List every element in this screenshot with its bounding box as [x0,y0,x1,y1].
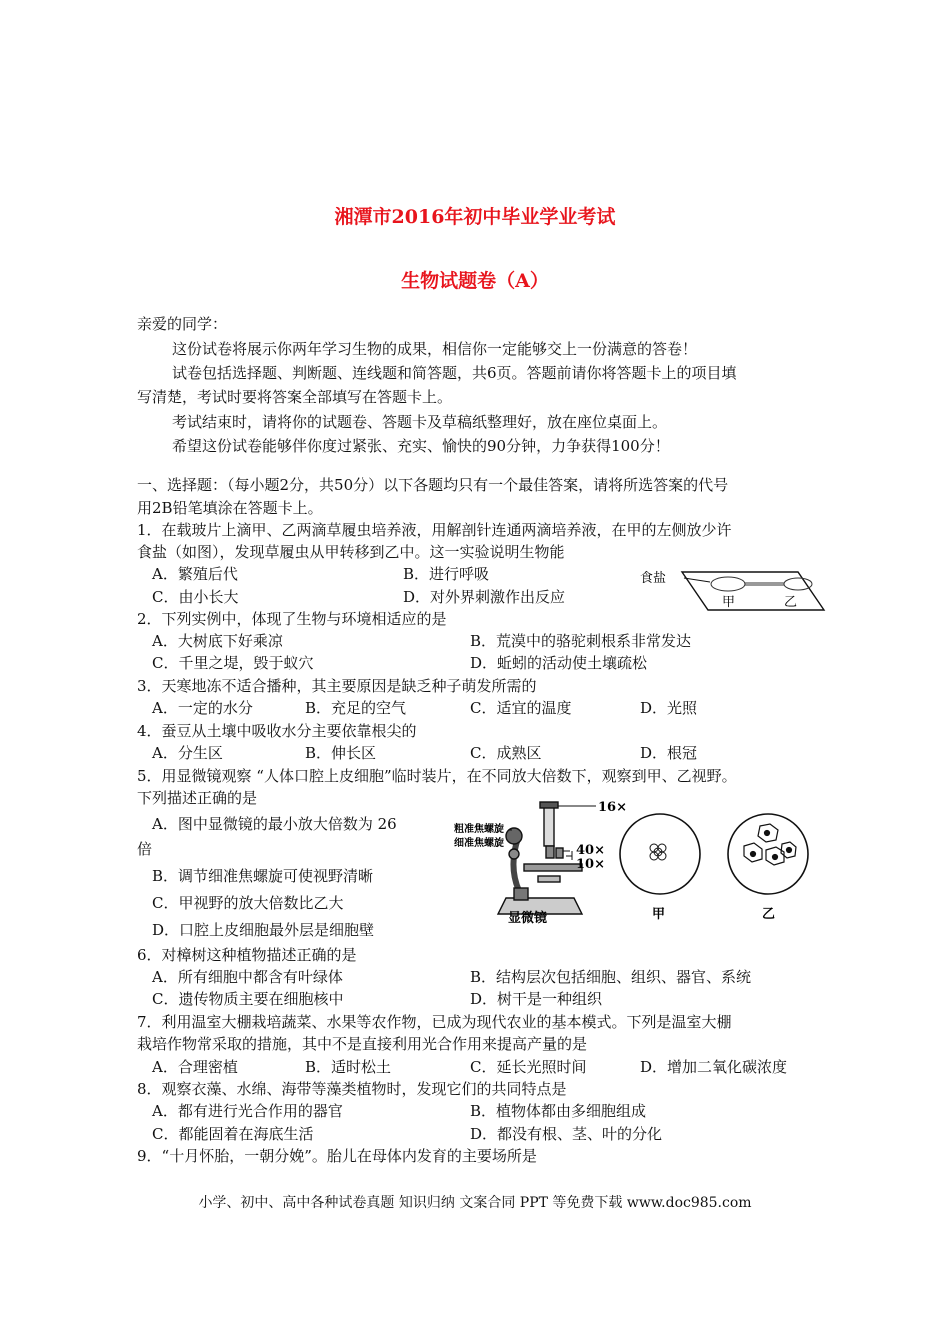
field-label-yi: 乙 [762,907,776,922]
coarse-focus-label: 粗准焦螺旋 [454,824,504,835]
question-8-stem: 8．观察衣藻、水绵、海带等藻类植物时，发现它们的共同特点是 [137,1080,567,1098]
question-2-option-d: D．蚯蚓的活动使土壤疏松 [470,654,648,672]
question-4-option-d: D．根冠 [640,744,698,762]
objective-10-label: 10× [576,857,605,872]
question-5-option-c: C．甲视野的放大倍数比乙大 [152,894,344,912]
question-2-option-b: B．荒漠中的骆驼刺根系非常发达 [470,632,692,650]
intro-line: 写清楚，考试时要将答案全部填写在答题卡上。 [137,388,453,406]
question-2-option-a: A．大树底下好乘凉 [152,632,283,650]
salt-label: 食盐 [640,571,667,586]
question-6-stem: 6．对樟树这种植物描述正确的是 [137,946,357,964]
question-5-option-a-cont: 倍 [137,840,153,858]
question-7-option-a: A．合理密植 [152,1058,238,1076]
question-8-option-d: D．都没有根、茎、叶的分化 [470,1125,663,1143]
question-7-option-c: C．延长光照时间 [470,1058,587,1076]
question-6-option-d: D．树干是一种组织 [470,990,603,1008]
question-1-stem: 1．在载玻片上滴甲、乙两滴草履虫培养液，用解剖针连通两滴培养液，在甲的左侧放少许 [137,521,732,539]
question-3-stem: 3．天寒地冻不适合播种，其主要原因是缺乏种子萌发所需的 [137,677,537,695]
question-2-stem: 2．下列实例中，体现了生物与环境相适应的是 [137,610,447,628]
intro-line: 考试结束时，请将你的试题卷、答题卡及草稿纸整理好，放在座位桌面上。 [172,413,668,431]
question-1-stem: 食盐（如图），发现草履虫从甲转移到乙中。这一实验说明生物能 [137,543,565,561]
question-3-option-a: A．一定的水分 [152,699,253,717]
salt-slide-figure [640,562,830,614]
question-4-option-b: B．伸长区 [305,744,377,762]
fine-focus-label: 细准焦螺旋 [454,838,504,849]
question-5-option-a: A．图中显微镜的最小放大倍数为 26 [152,815,397,833]
field-label-jia: 甲 [652,907,666,922]
question-1-option-c: C．由小长大 [152,588,239,606]
question-5-stem: 5．用显微镜观察 “人体口腔上皮细胞”临时装片，在不同放大倍数下，观察到甲、乙视野。 [137,767,737,785]
question-8-option-a: A．都有进行光合作用的器官 [152,1102,343,1120]
objective-40-label: 40× [576,843,605,858]
question-7-stem: 7．利用温室大棚栽培蔬菜、水果等农作物，已成为现代农业的基本模式。下列是温室大棚 [137,1013,732,1031]
drop-label-jia: 甲 [722,595,736,610]
drop-label-yi: 乙 [784,595,798,610]
microscope-figure [448,798,820,926]
intro-line: 试卷包括选择题、判断题、连线题和简答题，共6页。答题前请你将答题卡上的项目填 [172,364,737,382]
question-6-option-c: C．遗传物质主要在细胞核中 [152,990,344,1008]
question-7-option-d: D．增加二氧化碳浓度 [640,1058,788,1076]
question-4-stem: 4．蚕豆从土壤中吸收水分主要依靠根尖的 [137,722,417,740]
question-4-option-a: A．分生区 [152,744,223,762]
question-8-option-b: B．植物体都由多细胞组成 [470,1102,647,1120]
question-5-stem: 下列描述正确的是 [137,789,258,807]
question-7-option-b: B．适时松土 [305,1058,392,1076]
question-3-option-d: D．光照 [640,699,698,717]
field-of-view-jia [620,814,700,894]
section-heading: 一、选择题：（每小题2分，共50分）以下各题均只有一个最佳答案，请将所选答案的代号 [137,476,729,494]
field-of-view-yi [728,814,808,894]
question-4-option-c: C．成熟区 [470,744,542,762]
microscope-label: 显微镜 [508,911,548,926]
question-6-option-a: A．所有细胞中都含有叶绿体 [152,968,343,986]
question-1-option-a: A．繁殖后代 [152,565,238,583]
section-heading: 用2B铅笔填涂在答题卡上。 [137,499,323,517]
eyepiece-label: 16× [598,800,627,815]
question-2-option-c: C．千里之堤，毁于蚁穴 [152,654,314,672]
question-5-option-b: B．调节细准焦螺旋可使视野清晰 [152,867,374,885]
page-title: 湘潭市2016年初中毕业学业考试 [334,206,616,228]
question-8-option-c: C．都能固着在海底生活 [152,1125,314,1143]
microscope-icon [498,802,582,914]
intro-line: 希望这份试卷能够伴你度过紧张、充实、愉快的90分钟，力争获得100分！ [172,437,670,455]
page-footer: 小学、初中、高中各种试卷真题 知识归纳 文案合同 PPT 等免费下载 www.doc985.com [198,1195,752,1211]
question-3-option-c: C．适宜的温度 [470,699,572,717]
intro-line: 这份试卷将展示你两年学习生物的成果，相信你一定能够交上一份满意的答卷！ [172,340,698,358]
page-subtitle: 生物试题卷（A） [401,270,549,292]
greeting: 亲爱的同学： [137,315,228,333]
question-9-stem: 9．“十月怀胎，一朝分娩”。胎儿在母体内发育的主要场所是 [137,1147,537,1165]
question-7-stem: 栽培作物常采取的措施，其中不是直接利用光合作用来提高产量的是 [137,1035,588,1053]
question-3-option-b: B．充足的空气 [305,699,407,717]
question-6-option-b: B．结构层次包括细胞、组织、器官、系统 [470,968,752,986]
question-1-option-d: D．对外界刺激作出反应 [403,588,566,606]
question-1-option-b: B．进行呼吸 [403,565,490,583]
question-5-option-d: D．口腔上皮细胞最外层是细胞壁 [152,921,375,939]
